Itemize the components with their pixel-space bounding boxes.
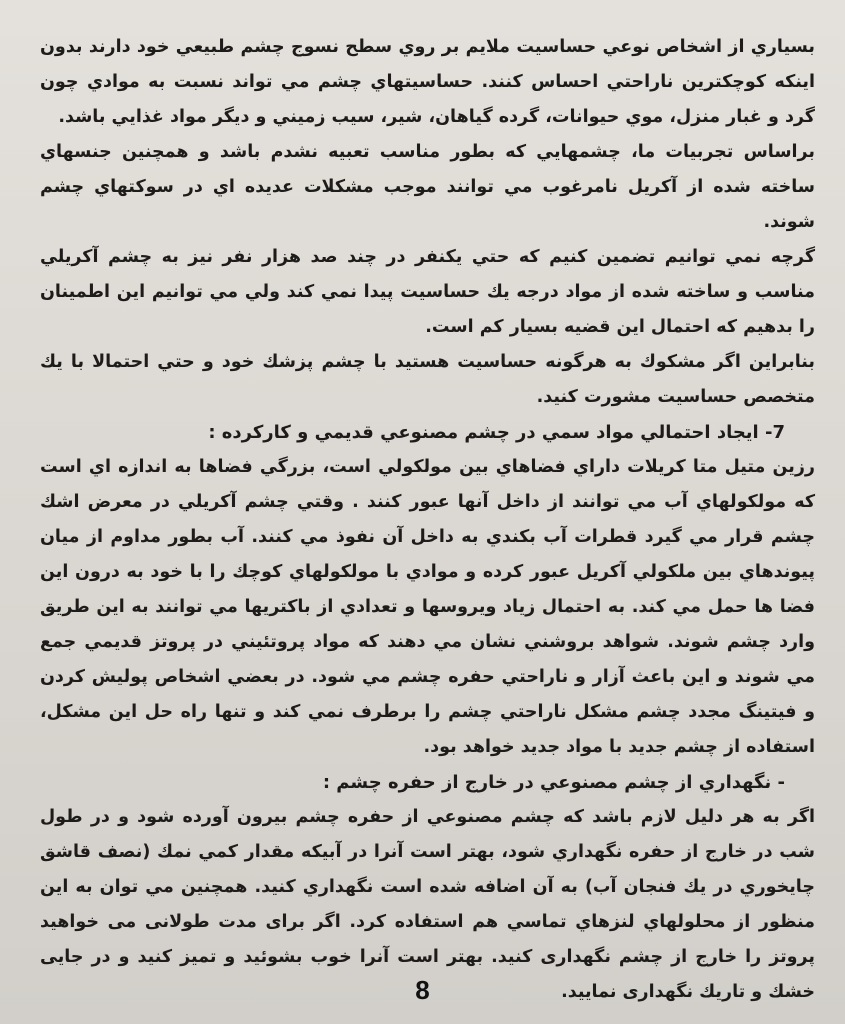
section-heading-toxic-materials: 7- ايجاد احتمالي مواد سمي در چشم مصنوعي قديمي و كاركرده : — [208, 422, 785, 443]
paragraph-consult: بنابراين اگر مشكوك به هرگونه حساسيت هستيد با چشم پزشك خود و حتي احتمالا با يك متخصص حساسيت مشورت كنيد. — [40, 352, 815, 407]
paragraph-resin: رزين متيل متا كريلات داراي فضاهاي بين مولكولي است، بزرگي فضاها به اندازه اي است كه مولكولهاي آب مي توانند از داخل آنها عبور كنند . وقتي چشم آكريلي در معرض اشك چشم قرار مي گيرد قطرات آب بكندي به داخل آن نفوذ مي كنند. آب بطور مداوم از ميان پيوندهاي بين ملكولي آكريل عبور كرده و موادي با مولكولهاي كوچك را با خود به درون اين فضا ها حمل مي كند. به احتمال زياد ويروسها و تعدادي از باكتريها مي توانند به اين طريق وارد چشم شوند. شواهد بروشني نشان مي دهند كه مواد پروتئيني در پروتز قديمي جمع مي شوند و اين باعث آزار و ناراحتي حفره چشم مي شود. در بعضي اشخاص پوليش كردن و فيتينگ مجدد چشم مشكل ناراحتي چشم را برطرف نمي كند و تنها راه حل اين مشكل، استفاده از چشم جديد با مواد جديد خواهد بود. — [40, 457, 815, 757]
paragraph-allergy-intro: بسياري از اشخاص نوعي حساسيت ملايم بر روي سطح نسوج چشم طبيعي خود دارند بدون اينكه كوچكترين ناراحتي احساس كنند. حساسيتهاي چشم مي تواند نسبت به موادي چون گرد و غبار منزل، موي حيوانات، گرده گياهان، شير، سيب زميني و ديگر مواد غذايي باشد. — [40, 37, 815, 127]
page-text — [40, 30, 815, 1010]
section-heading-storage: - نگهداري از چشم مصنوعي در خارج از حفره چشم : — [322, 772, 785, 793]
paragraph-guarantee: گرچه نمي توانيم تضمين كنيم كه حتي يكنفر در چند صد هزار نفر نيز به چشم آكريلي مناسب و ساخته شده از مواد درجه يك حساسيت پيدا نمي كند ولي مي توانيم اين اطمينان را بدهيم كه احتمال اين قضيه بسيار كم است. — [40, 247, 815, 337]
page-number: 8 — [415, 975, 430, 1005]
paragraph-storage: اگر به هر دليل لازم باشد كه چشم مصنوعي از حفره چشم بيرون آورده شود و در طول شب در خارج از حفره نگهداري شود، بهتر است آنرا در آبيكه مقدار كمي نمك (نصف قاشق چايخوري در يك فنجان آب) به آن اضافه شده است نگهداري كنيد. همچنين مي توان به اين منظور از محلولهاي لنزهاي تماسي هم استفاده كرد. اگر برای مدت طولانی می خواهيد پروتز را خارج از چشم نگهداری كنيد. بهتر است آنرا خوب بشوئيد و تميز كنيد و در جايی خشك و تاريك نگهداری نماييد. — [40, 807, 815, 1002]
paragraph-experience: براساس تجربيات ما، چشمهايي كه بطور مناسب تعبيه نشدم باشد و همچنين جنسهاي ساخته شده از آكريل نامرغوب مي توانند موجب مشكلات عديده اي در سوكتهاي چشم شوند. — [40, 142, 815, 232]
